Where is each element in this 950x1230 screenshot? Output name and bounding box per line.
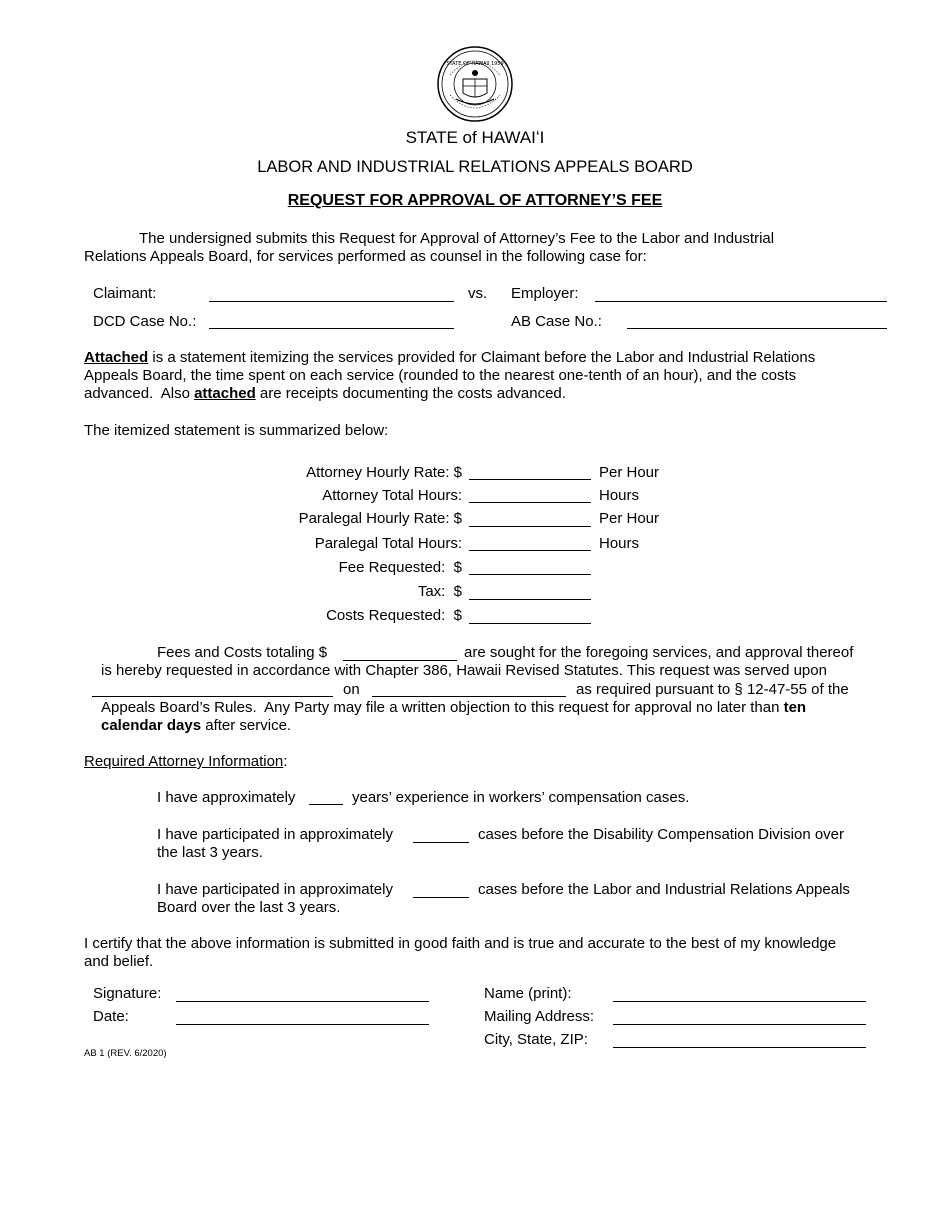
tax-field[interactable] [469, 599, 591, 600]
fee-requested-field[interactable] [469, 574, 591, 575]
ab-cases-field[interactable] [413, 897, 469, 898]
required-info-heading: Required Attorney Information: [84, 753, 288, 770]
ab-case-field[interactable] [627, 328, 887, 329]
fees-line-3b: as required pursuant to § 12-47-55 of the [576, 681, 849, 698]
form-number: AB 1 (REV. 6/2020) [84, 1048, 167, 1059]
claimant-label: Claimant: [93, 285, 157, 302]
paralegal-total-hours-field[interactable] [469, 550, 591, 551]
intro-line-2: Relations Appeals Board, for services performed as counsel in the following case for: [84, 248, 647, 265]
dcd-cases-label-end: cases before the Disability Compensation Division over [478, 826, 845, 843]
attorney-total-hours-label: Attorney Total Hours: [322, 487, 462, 504]
attached-line-3: advanced. Also attached are receipts documenting the costs advanced. [84, 385, 566, 402]
dcd-case-field[interactable] [209, 328, 454, 329]
attached-line-2: Appeals Board, the time spent on each service (rounded to the nearest one-tenth of an hour), and the costs [84, 367, 797, 384]
intro-line-1: The undersigned submits this Request for Approval of Attorney’s Fee to the Labor and Industrial [139, 230, 775, 247]
board-heading: LABOR AND INDUSTRIAL RELATIONS APPEALS BOARD [257, 158, 693, 176]
state-seal-icon [436, 45, 514, 123]
paralegal-total-hours-label: Paralegal Total Hours: [314, 535, 462, 552]
signature-label: Signature: [93, 985, 162, 1002]
certify-line-2: and belief. [84, 953, 154, 970]
experience-label: I have approximately [157, 789, 296, 806]
dcd-cases-field[interactable] [413, 842, 469, 843]
dcd-case-label: DCD Case No.: [93, 313, 197, 330]
costs-requested-label: Costs Requested: $ [326, 607, 462, 624]
attorney-hourly-rate-label: Attorney Hourly Rate: $ [306, 464, 462, 481]
fees-on-label: on [343, 681, 360, 698]
date-label: Date: [93, 1008, 129, 1025]
claimant-field[interactable] [209, 301, 454, 302]
vs-label: vs. [468, 285, 488, 302]
ab-cases-label: I have participated in approximately [157, 881, 393, 898]
name-print-field[interactable] [613, 1001, 866, 1002]
fees-total-field[interactable] [343, 660, 457, 661]
name-print-label: Name (print): [484, 985, 572, 1002]
costs-requested-field[interactable] [469, 623, 591, 624]
paralegal-hourly-rate-label: Paralegal Hourly Rate: $ [298, 510, 462, 527]
signature-field[interactable] [176, 1001, 429, 1002]
fees-line-4: Appeals Board’s Rules. Any Party may file a written objection to this request for approval no later than ten [101, 699, 807, 716]
dcd-cases-label-line2: the last 3 years. [157, 844, 263, 861]
attorney-hourly-rate-unit: Per Hour [599, 464, 660, 481]
paralegal-hourly-rate-field[interactable] [469, 526, 591, 527]
date-field[interactable] [176, 1024, 429, 1025]
city-state-zip-field[interactable] [613, 1047, 866, 1048]
attorney-hourly-rate-field[interactable] [469, 479, 591, 480]
fees-line-1a: Fees and Costs totaling $ [157, 644, 328, 661]
mailing-address-label: Mailing Address: [484, 1008, 595, 1025]
mailing-address-field[interactable] [613, 1024, 866, 1025]
certify-line-1: I certify that the above information is submitted in good faith and is true and accurate to the best of my knowledge [84, 935, 837, 952]
paralegal-hourly-rate-unit: Per Hour [599, 510, 660, 527]
ab-cases-label-end: cases before the Labor and Industrial Relations Appeals [478, 881, 850, 898]
fees-line-5: calendar days after service. [101, 717, 292, 734]
city-state-zip-label: City, State, ZIP: [484, 1031, 588, 1048]
fees-line-2: is hereby requested in accordance with Chapter 386, Hawaii Revised Statutes. This request was served upon [101, 662, 827, 679]
attached-line-1: Attached is a statement itemizing the services provided for Claimant before the Labor and Industrial Relations [84, 349, 816, 366]
served-date-field[interactable] [372, 696, 566, 697]
ab-cases-label-line2: Board over the last 3 years. [157, 899, 341, 916]
fees-line-1b: are sought for the foregoing services, and approval thereof [464, 644, 854, 661]
served-upon-field[interactable] [92, 696, 333, 697]
attorney-total-hours-unit: Hours [599, 487, 640, 504]
employer-label: Employer: [511, 285, 579, 302]
document-title: REQUEST FOR APPROVAL OF ATTORNEY’S FEE [287, 192, 663, 209]
fee-requested-label: Fee Requested: $ [338, 559, 462, 576]
experience-label-end: years’ experience in workers’ compensation cases. [352, 789, 690, 806]
summary-intro: The itemized statement is summarized below: [84, 422, 389, 439]
ab-case-label: AB Case No.: [511, 313, 602, 330]
state-heading: STATE of HAWAIʻI [405, 128, 545, 147]
paralegal-total-hours-unit: Hours [599, 535, 640, 552]
employer-field[interactable] [595, 301, 887, 302]
attorney-total-hours-field[interactable] [469, 502, 591, 503]
dcd-cases-label: I have participated in approximately [157, 826, 393, 843]
seal-text: STATE OF HAWAII 1959 [446, 61, 504, 67]
experience-years-field[interactable] [309, 804, 343, 805]
tax-label: Tax: $ [417, 583, 462, 600]
